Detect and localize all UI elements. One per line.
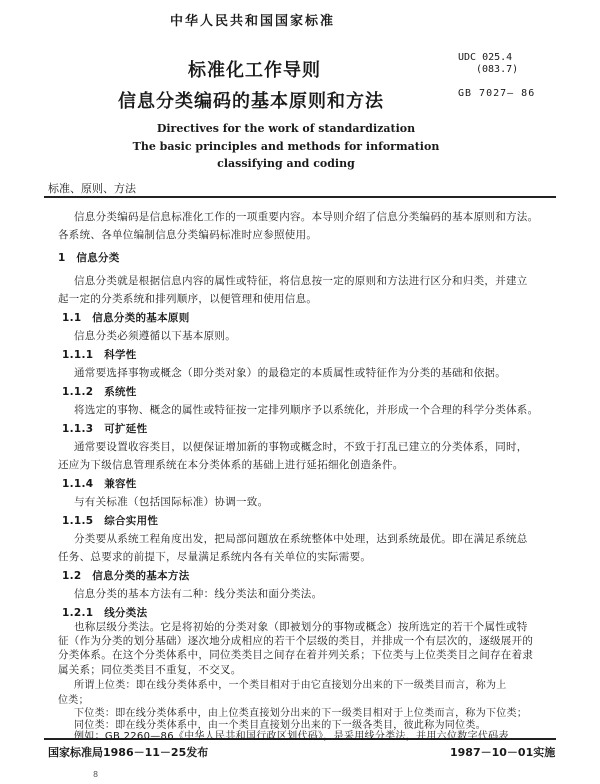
english-title-line-1: Directives for the work of standardization [156, 122, 416, 135]
page-number: 8 [93, 770, 99, 779]
title-line-1: 标准化工作导则 [188, 60, 321, 81]
paragraph-1-2: 信息分类的基本方法有二种：线分类法和面分类法。 [74, 588, 323, 600]
paragraph-1-1-2: 将选定的事物、概念的属性或特征按一定排列顺序予以系统化，并形成一个合理的科学分类体系。 [74, 404, 539, 416]
section-1-1-1-heading: 1.1.1 科学性 [62, 349, 137, 361]
paragraph-1-2-1-line-8: 同位类：即在线分类体系中，由一个类目直接划分出来的下一级各类目，彼此称为同位类。 [74, 720, 486, 731]
paragraph-1-1-4: 与有关标准（包括国际标准）协调一致。 [74, 496, 269, 508]
paragraph-1-2-1-line-7: 下位类：即在线分类体系中，由上位类直接划分出来的下一级类目相对于上位类而言，称为下位类； [74, 708, 528, 719]
paragraph-1-1-1: 通常要选择事物或概念（即分类对象）的最稳定的本质属性或特征作为分类的基础和依据。 [74, 367, 506, 379]
paragraph-1-2-1-line-2: 征（作为分类的划分基础）逐次地分成相应的若干个层级的类目，并排成一个有层次的，逐级展开的 [58, 635, 534, 647]
paragraph-1-2-1-line-5: 所谓上位类：即在线分类体系中，一个类目相对于由它直接划分出来的下一级类目而言，称为上 [74, 680, 507, 691]
paragraph-1-1-5-line-2: 任务、总要求的前提下，尽量满足系统内各有关单位的实际需要。 [58, 551, 372, 563]
section-1-1-heading: 1.1 信息分类的基本原则 [62, 312, 190, 324]
keywords: 标准、原则、方法 [48, 182, 136, 195]
english-title-line-2: The basic principles and methods for information [132, 140, 440, 153]
paragraph-1-1-3-line-1: 通常要设置收容类目，以便保证增加新的事物或概念时，不致于打乱已建立的分类体系，同时， [74, 441, 528, 453]
section-1-2-heading: 1.2 信息分类的基本方法 [62, 570, 190, 582]
english-title-line-3: classifying and coding [217, 157, 355, 170]
section-1-1-4-heading: 1.1.4 兼容性 [62, 478, 137, 490]
paragraph-1-1: 信息分类必须遵循以下基本原则。 [74, 330, 236, 342]
standard-number: GB 7027— 86 [458, 88, 536, 99]
section-1-1-2-heading: 1.1.2 系统性 [62, 386, 137, 398]
udc-code: UDC 025.4 [458, 52, 513, 63]
paragraph-1-1-5-line-1: 分类要从系统工程角度出发，把局部问题放在系统整体中处理，达到系统最优。即在满足系统总 [74, 533, 528, 545]
header-divider [44, 196, 556, 198]
paragraph-1-2-1-line-6: 位类； [58, 695, 89, 706]
paragraph-1-2-1-line-1: 也称层级分类法。它是将初始的分类对象（即被划分的事物或概念）按所选定的若干个属性或特 [74, 621, 528, 633]
section-1-heading: 1 信息分类 [58, 252, 120, 264]
section-1-1-3-heading: 1.1.3 可扩延性 [62, 423, 148, 435]
title-line-2: 信息分类编码的基本原则和方法 [118, 91, 384, 112]
intro-line-2: 各系统、各单位编制信息分类编码标准时应参照使用。 [58, 229, 318, 241]
paragraph-1-1-3-line-2: 还应为下级信息管理系统在本分类体系的基础上进行延拓细化创造条件。 [58, 459, 404, 471]
paragraph-1-line-2: 起一定的分类系统和排列顺序，以便管理和使用信息。 [58, 293, 318, 305]
paragraph-1-2-1-line-3: 分类体系。在这个分类体系中，同位类类目之间存在着并列关系；下位类与上位类类目之间存在着隶 [58, 649, 534, 661]
paragraph-1-2-1-line-4: 属关系；同位类类目不重复，不交叉。 [58, 664, 242, 676]
paragraph-1-2-1-line-9: 例如：GB 2260—86《中华人民共和国行政区划代码》，是采用线分类法，并用六位数字代码表 [74, 731, 509, 742]
intro-line-1: 信息分类编码是信息标准化工作的一项重要内容。本导则介绍了信息分类编码的基本原则和方法。 [74, 211, 539, 223]
section-1-2-1-heading: 1.2.1 线分类法 [62, 607, 148, 619]
paragraph-1-line-1: 信息分类就是根据信息内容的属性或特征，将信息按一定的原则和方法进行区分和归类，并建立 [74, 275, 528, 287]
effective-date: 1987－10－01实施 [450, 746, 556, 759]
udc-code-sub: (083.7) [476, 64, 519, 75]
section-1-1-5-heading: 1.1.5 综合实用性 [62, 515, 159, 527]
publication-date: 国家标准局1986－11－25发布 [48, 746, 209, 759]
issuing-authority: 中华人民共和国国家标准 [170, 14, 336, 29]
